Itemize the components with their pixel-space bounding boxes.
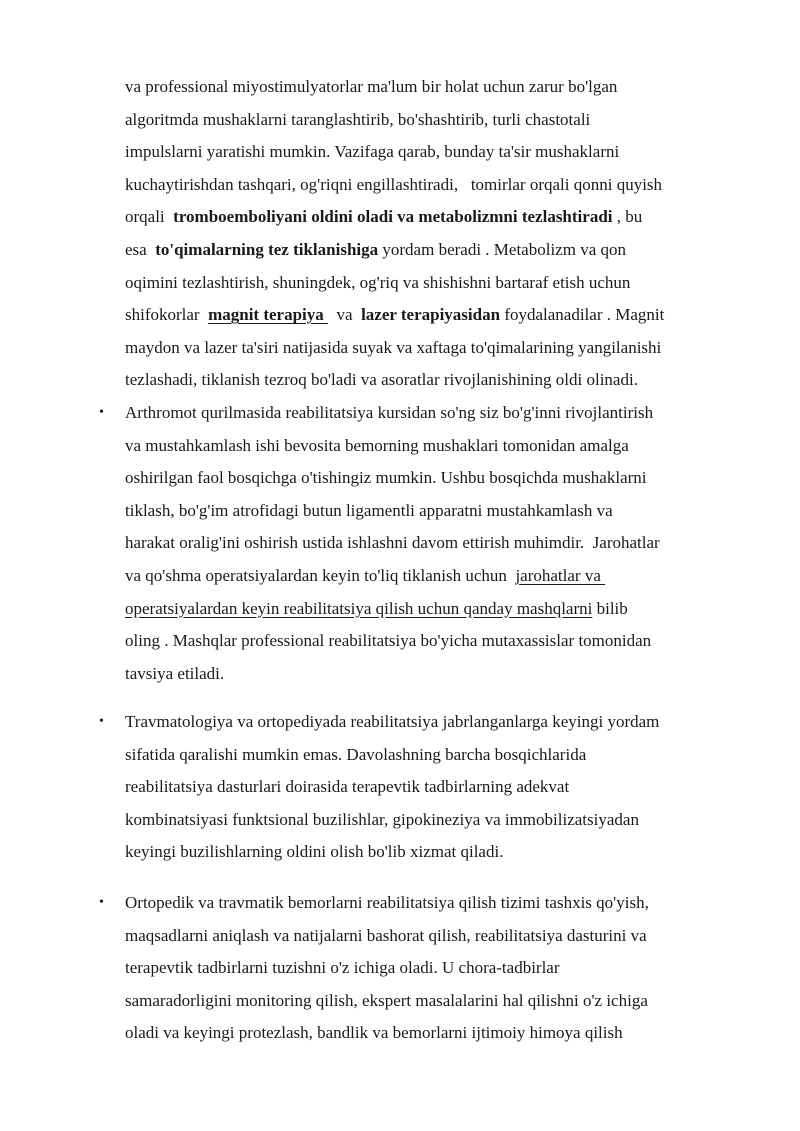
text-line: Ortopedik va travmatik bemorlarni reabilitatsiya qilish tizimi tashxis qo'yish, xyxy=(125,893,649,912)
bullet-icon: • xyxy=(99,895,104,910)
bullet-icon: • xyxy=(99,714,104,729)
paragraph-continuation xyxy=(125,71,725,397)
text-line: kombinatsiyasi funktsional buzilishlar, gipokineziya va immobilizatsiyadan xyxy=(125,809,639,829)
text-line xyxy=(125,201,725,234)
text-line: impulslarni yaratishi mumkin. Vazifaga qarab, bunday ta'sir mushaklarni xyxy=(125,142,620,162)
text-run: orqali xyxy=(125,207,174,227)
text-line xyxy=(125,234,725,267)
text-run: esa xyxy=(125,239,156,259)
bullet-icon: • xyxy=(99,405,104,420)
text-line: maqsadlarni aniqlash va natijalarni bashorat qilish, reabilitatsiya dasturini va xyxy=(125,925,647,945)
text-line: sifatida qaralishi mumkin emas. Davolashning barcha bosqichlarida xyxy=(125,744,587,764)
text-line: kuchaytirishdan tashqari, og'riqni engillashtiradi, tomirlar orqali qonni quyish xyxy=(125,174,663,194)
bold-phrase: tromboemboliyani oldini oladi va metabolizmni tezlashtiradi xyxy=(173,207,613,227)
text-line xyxy=(125,299,725,332)
text-line: Arthromot qurilmasida reabilitatsiya kursidan so'ng siz bo'g'inni rivojlantirish xyxy=(125,403,654,422)
text-line: tezlashadi, tiklanish tezroq bo'ladi va asoratlar rivojlanishining oldi olinadi. xyxy=(125,370,638,390)
text-line: maydon va lazer ta'siri natijasida suyak va xaftaga to'qimalarining yangilanishi xyxy=(125,337,662,357)
text-run: va xyxy=(328,305,362,325)
text-run: va qo'shma operatsiyalardan keyin to'liq tiklanish uchun xyxy=(125,565,516,585)
text-line: oling . Mashqlar professional reabilitatsiya bo'yicha mutaxassislar tomonidan xyxy=(125,631,652,651)
text-line: tavsiya etiladi. xyxy=(125,663,225,683)
text-line: reabilitatsiya dasturlari doirasida terapevtik tadbirlarning adekvat xyxy=(125,777,570,797)
text-line xyxy=(125,560,725,593)
text-run: shifokorlar xyxy=(125,305,209,325)
text-line: keyingi buzilishlarning oldini olish bo'lib xizmat qiladi. xyxy=(125,842,504,862)
text-run: yordam beradi . Metabolizm va qon xyxy=(378,239,626,259)
text-line: algoritmda mushaklarni taranglashtirib, bo'shashtirib, turli chastotali xyxy=(125,109,591,129)
text-line: oshirilgan faol bosqichga o'tishingiz mumkin. Ushbu bosqichda mushaklarni xyxy=(125,468,647,488)
text-line: oladi va keyingi protezlash, bandlik va bemorlarni ijtimoiy himoya qilish xyxy=(125,1023,623,1043)
text-line: va professional miyostimulyatorlar ma'lum bir holat uchun zarur bo'lgan xyxy=(125,77,618,96)
text-line: oqimini tezlashtirish, shuningdek, og'riq va shishishni bartaraf etish uchun xyxy=(125,272,631,292)
text-run: bilib xyxy=(592,598,628,618)
bullet-item xyxy=(99,397,725,690)
text-run: , bu xyxy=(612,207,643,227)
text-line: terapevtik tadbirlarni tuzishni o'z ichiga oladi. U chora-tadbirlar xyxy=(125,958,560,978)
exercises-link[interactable]: jarohatlar va xyxy=(515,565,606,585)
exercises-link[interactable]: operatsiyalardan keyin reabilitatsiya qilish uchun qanday mashqlarni xyxy=(125,598,593,618)
text-line: Travmatologiya va ortopediyada reabilitatsiya jabrlanganlarga keyingi yordam xyxy=(125,712,660,731)
text-line: samaradorligini monitoring qilish, ekspert masalalarini hal qilishni o'z ichiga xyxy=(125,990,648,1010)
text-run: foydalanadilar . Magnit xyxy=(500,305,665,325)
magnit-terapiya-link[interactable]: magnit terapiya xyxy=(208,305,329,325)
text-line xyxy=(125,593,725,626)
text-line: harakat oralig'ini oshirish ustida ishlashni davom ettirish muhimdir. Jarohatlar xyxy=(125,533,660,553)
bullet-item xyxy=(99,887,725,1050)
bullet-item xyxy=(99,706,725,869)
text-line: tiklash, bo'g'im atrofidagi butun ligamentli apparatni mustahkamlash va xyxy=(125,500,613,520)
bold-phrase: to'qimalarning tez tiklanishiga xyxy=(155,239,379,259)
bold-phrase: lazer terapiyasidan xyxy=(361,305,501,325)
text-line: va mustahkamlash ishi bevosita bemorning mushaklari tomonidan amalga xyxy=(125,435,629,455)
